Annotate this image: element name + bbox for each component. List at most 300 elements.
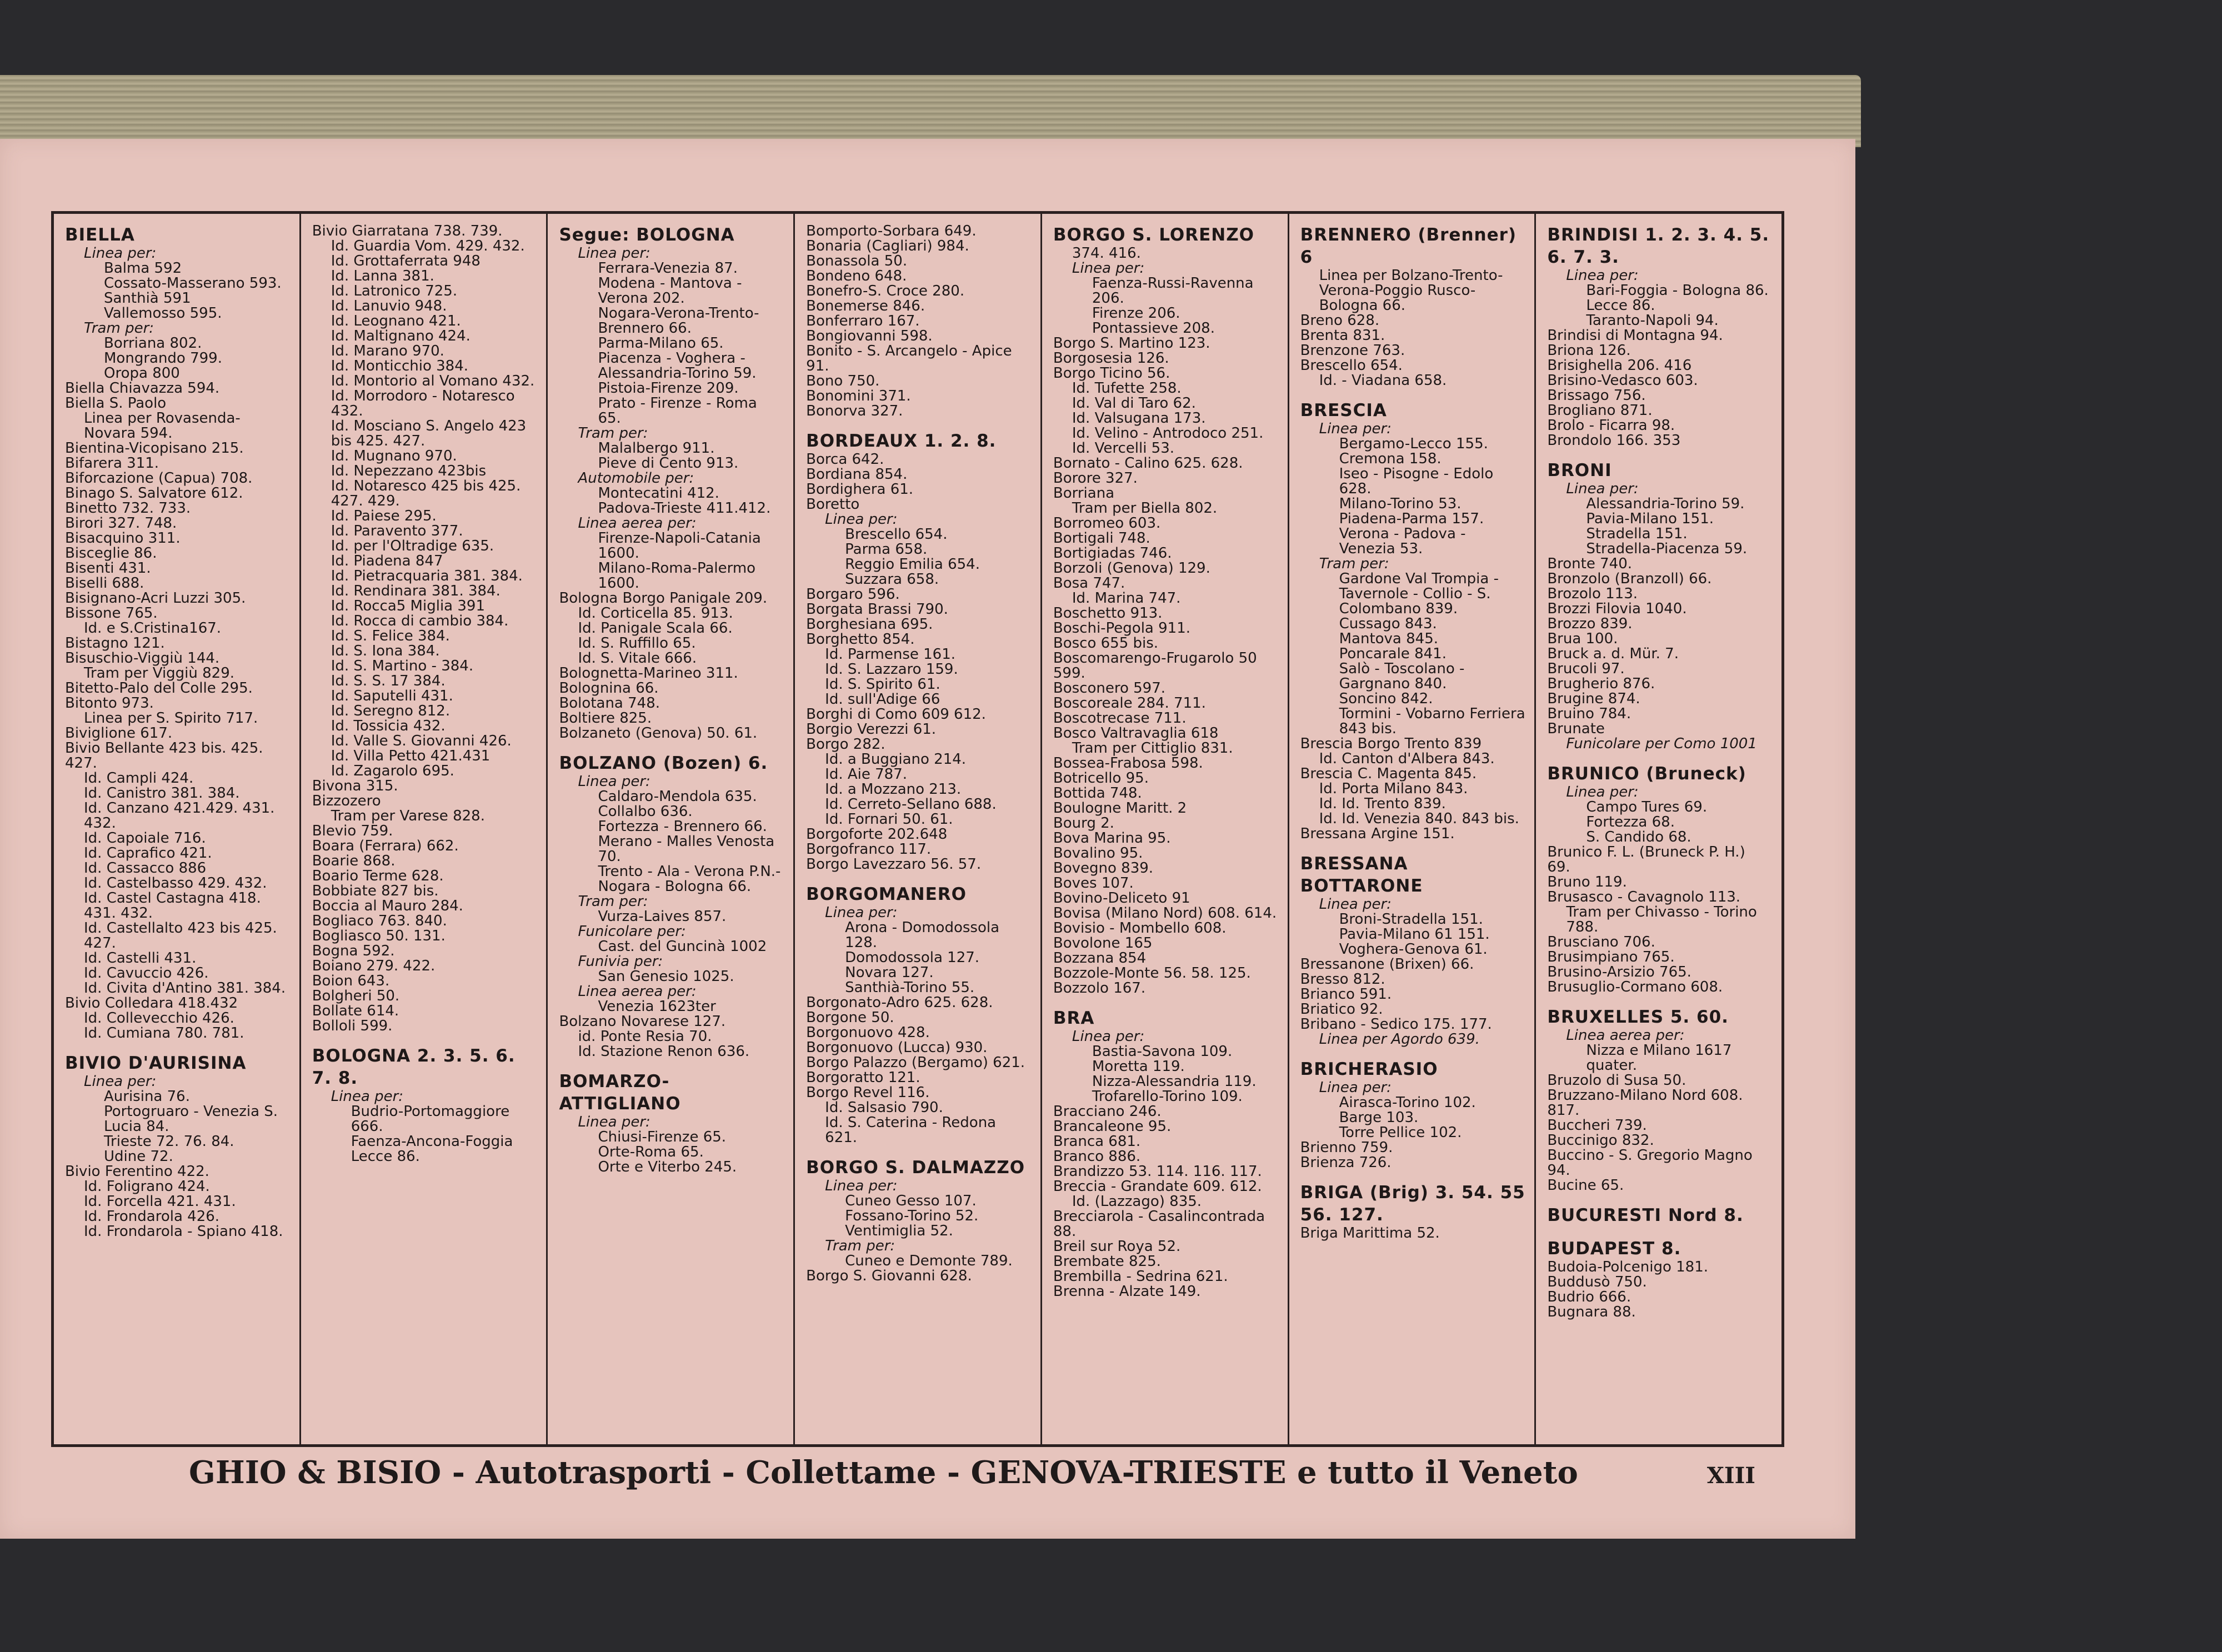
directory-entry: Bosco Valtravaglia 618 xyxy=(1053,725,1219,742)
directory-entry: Id. Paiese 295. xyxy=(331,508,437,524)
directory-entry: Pontassieve 208. xyxy=(1092,320,1215,337)
directory-entry: Borgone 50. xyxy=(806,1009,894,1026)
directory-entry: Bressanone (Brixen) 66. xyxy=(1300,956,1474,973)
directory-entry: Montecatini 412. xyxy=(598,485,719,502)
directory-entry: Id. Id. Venezia 840. 843 bis. xyxy=(1319,810,1519,827)
directory-entry: Id. Lanna 381. xyxy=(331,268,434,284)
directory-entry: Id. Canzano 421.429. 431. 432. xyxy=(84,800,279,832)
directory-entry: Id. Leognano 421. xyxy=(331,313,461,329)
directory-entry: Brissago 756. xyxy=(1547,387,1646,404)
directory-entry: Briatico 92. xyxy=(1300,1001,1383,1018)
directory-entry: Id. Collevecchio 426. xyxy=(84,1010,234,1027)
directory-entry: Bosa 747. xyxy=(1053,575,1125,592)
directory-entry: Id. Aie 787. xyxy=(825,766,908,783)
directory-entry: Venezia 1623ter xyxy=(598,998,716,1015)
directory-entry: Faenza-Ancona-Foggia Lecce 86. xyxy=(351,1133,518,1165)
directory-entry: Id. Villa Petto 421.431 xyxy=(331,748,491,764)
directory-entry: Borgosesia 126. xyxy=(1053,350,1169,367)
directory-entry: Brusciano 706. xyxy=(1547,934,1655,950)
directory-entry: Id. Canistro 381. 384. xyxy=(84,785,240,802)
directory-entry: Id. Campli 424. xyxy=(84,770,194,787)
directory-entry: Broni-Stradella 151. xyxy=(1339,911,1483,928)
directory-entry: Funivia per: xyxy=(578,953,663,970)
column-3 xyxy=(548,214,795,1444)
directory-entry: Linea per: xyxy=(1319,420,1392,437)
section-heading: BORDEAUX 1. 2. 8. xyxy=(806,431,997,451)
directory-entry: Tormini - Vobarno Ferriera 843 bis. xyxy=(1339,705,1530,737)
directory-entry: Taranto-Napoli 94. xyxy=(1586,312,1719,329)
directory-entry: Id. Latronico 725. xyxy=(331,283,458,299)
directory-entry: Id. Marano 970. xyxy=(331,343,444,359)
directory-entry: Brandizzo 53. 114. 116. 117. xyxy=(1053,1163,1262,1180)
directory-entry: Id. Marina 747. xyxy=(1072,590,1181,607)
section-heading: BOLZANO (Bozen) 6. xyxy=(559,753,768,773)
directory-entry: Piacenza - Voghera - Alessandria-Torino 59. xyxy=(598,350,757,382)
directory-entry: Tram per Chivasso - Torino 788. xyxy=(1566,904,1762,935)
column-2 xyxy=(301,214,548,1444)
directory-entry: Id. Notaresco 425 bis 425. 427. 429. xyxy=(331,478,526,509)
directory-entry: Bolloli 599. xyxy=(312,1018,393,1034)
directory-entry: Cossato-Masserano 593. xyxy=(104,275,282,292)
directory-entry: Id. S. Vitale 666. xyxy=(578,650,697,667)
directory-entry: Bondeno 648. xyxy=(806,268,907,284)
directory-entry: Bovolone 165 xyxy=(1053,935,1153,952)
directory-entry: Id. Cerreto-Sellano 688. xyxy=(825,796,997,813)
directory-entry: Bruzzano-Milano Nord 608. 817. xyxy=(1547,1087,1748,1119)
directory-entry: Bistagno 121. xyxy=(65,635,165,652)
directory-entry: Boion 643. xyxy=(312,973,390,989)
directory-entry: Id. S. Felice 384. xyxy=(331,628,450,644)
directory-entry: Id. Porta Milano 843. xyxy=(1319,780,1468,797)
directory-entry: Id. Pietracquaria 381. 384. xyxy=(331,568,523,584)
directory-entry: Milano-Torino 53. xyxy=(1339,495,1462,512)
section-heading: BRIGA (Brig) 3. 54. 55 56. 127. xyxy=(1300,1183,1532,1225)
directory-entry: Brusino-Arsizio 765. xyxy=(1547,964,1691,980)
directory-entry: Birori 327. 748. xyxy=(65,515,177,532)
directory-entry: Brusasco - Cavagnolo 113. xyxy=(1547,889,1741,905)
directory-entry: Budrio 666. xyxy=(1547,1289,1632,1305)
directory-entry: Bolognina 66. xyxy=(559,680,659,697)
directory-frame xyxy=(51,211,1784,1447)
directory-entry: Borromeo 603. xyxy=(1053,515,1161,532)
directory-entry: Buccheri 739. xyxy=(1547,1117,1647,1134)
directory-entry: Linea per: xyxy=(84,1073,157,1090)
directory-entry: Bronte 740. xyxy=(1547,555,1632,572)
page-footer xyxy=(189,1454,1755,1491)
directory-entry: Branca 681. xyxy=(1053,1133,1141,1150)
section-heading: BORGOMANERO xyxy=(806,884,967,904)
directory-entry: Id. S. Spirito 61. xyxy=(825,676,940,693)
directory-entry: Tram per Biella 802. xyxy=(1072,500,1218,517)
directory-entry: Boiano 279. 422. xyxy=(312,958,436,974)
directory-entry: Borgata Brassi 790. xyxy=(806,601,948,618)
directory-entry: Biviglione 617. xyxy=(65,725,173,742)
directory-entry: Milano-Roma-Palermo 1600. xyxy=(598,560,760,592)
directory-entry: Id. Piadena 847 xyxy=(331,553,443,569)
directory-entry: Brenzone 763. xyxy=(1300,342,1405,359)
directory-entry: Boara (Ferrara) 662. xyxy=(312,838,459,854)
directory-entry: Bifarera 311. xyxy=(65,455,159,472)
directory-entry: Borzoli (Genova) 129. xyxy=(1053,560,1210,577)
directory-entry: Id. S. Lazzaro 159. xyxy=(825,661,958,678)
directory-entry: Id. S. Caterina - Redona 621. xyxy=(825,1114,1001,1146)
directory-entry: Id. Seregno 812. xyxy=(331,703,451,719)
directory-entry: Biselli 688. xyxy=(65,575,144,592)
directory-entry: Id. Castel Castagna 418. 431. 432. xyxy=(84,890,266,922)
directory-entry: Domodossola 127. xyxy=(845,949,980,966)
directory-entry: Nogara-Verona-Trento-Brennero 66. xyxy=(598,305,759,337)
directory-entry: Torre Pellice 102. xyxy=(1339,1124,1462,1141)
directory-entry: Bovalino 95. xyxy=(1053,845,1143,862)
directory-entry: Trofarello-Torino 109. xyxy=(1092,1088,1243,1105)
directory-entry: Modena - Mantova - Verona 202. xyxy=(598,275,747,307)
directory-entry: Borgoratto 121. xyxy=(806,1069,920,1086)
section-heading: BRA xyxy=(1053,1008,1095,1028)
directory-entry: Buddusò 750. xyxy=(1547,1274,1647,1290)
directory-entry: Boves 107. xyxy=(1053,875,1134,892)
directory-page xyxy=(0,139,1855,1539)
directory-entry: Bolzano Novarese 127. xyxy=(559,1013,726,1030)
directory-entry: Fortezza 68. xyxy=(1586,814,1675,830)
directory-entry: Id. Mugnano 970. xyxy=(331,448,457,464)
directory-entry: Borgo Palazzo (Bergamo) 621. xyxy=(806,1054,1025,1071)
directory-entry: Bovisa (Milano Nord) 608. 614. xyxy=(1053,905,1277,922)
directory-entry: Linea per Bolzano-Trento-Verona-Poggio Rusco-Bologna 66. xyxy=(1319,267,1503,314)
directory-entry: Linea per: xyxy=(825,511,898,528)
directory-entry: Borghetto 854. xyxy=(806,631,915,648)
directory-entry: Campo Tures 69. xyxy=(1586,799,1708,815)
directory-entry: Id. Castellalto 423 bis 425. 427. xyxy=(84,920,282,952)
directory-entry: Soncino 842. xyxy=(1339,690,1433,707)
directory-entry: Bovino-Deliceto 91 xyxy=(1053,890,1190,907)
directory-entry: Bosconero 597. xyxy=(1053,680,1166,697)
directory-entry: Bracciano 246. xyxy=(1053,1103,1162,1120)
directory-entry: Id. Castelbasso 429. 432. xyxy=(84,875,267,892)
column-5 xyxy=(1042,214,1289,1444)
directory-entry: Linea per: xyxy=(1566,480,1639,497)
directory-entry: Linea aerea per: xyxy=(578,515,697,532)
directory-entry: Brianco 591. xyxy=(1300,986,1392,1003)
directory-entry: S. Candido 68. xyxy=(1586,829,1691,845)
directory-entry: Collalbo 636. xyxy=(598,803,693,820)
directory-entry: Bronzolo (Branzoll) 66. xyxy=(1547,570,1712,587)
directory-entry: Bovisio - Mombello 608. xyxy=(1053,920,1227,937)
directory-entry: Id. Montorio al Vomano 432. xyxy=(331,373,535,389)
directory-entry: Id. (Lazzago) 835. xyxy=(1072,1193,1202,1210)
directory-entry: Brembate 825. xyxy=(1053,1253,1161,1270)
directory-entry: Bizzozero xyxy=(312,793,381,809)
directory-entry: Cussago 843. xyxy=(1339,615,1437,632)
directory-entry: Bruino 784. xyxy=(1547,705,1632,722)
directory-entry: Nizza-Alessandria 119. xyxy=(1092,1073,1257,1090)
directory-entry: Boscoreale 284. 711. xyxy=(1053,695,1206,712)
directory-entry: Biforcazione (Capua) 708. xyxy=(65,470,253,487)
directory-entry: Breil sur Roya 52. xyxy=(1053,1238,1181,1255)
directory-entry: Linea per: xyxy=(1319,896,1392,913)
directory-entry: Id. S. Ruffillo 65. xyxy=(578,635,696,652)
directory-entry: Bono 750. xyxy=(806,373,880,389)
directory-entry: Brescia Borgo Trento 839 xyxy=(1300,735,1482,752)
directory-entry: Brucoli 97. xyxy=(1547,660,1625,677)
directory-entry: Bornato - Calino 625. 628. xyxy=(1053,455,1243,472)
directory-entry: Borgo 282. xyxy=(806,736,885,753)
directory-entry: Firenze 206. xyxy=(1092,305,1180,322)
directory-entry: Buccino - S. Gregorio Magno 94. xyxy=(1547,1147,1758,1179)
directory-entry: Aurisina 76. xyxy=(104,1088,190,1105)
directory-entry: Bordighera 61. xyxy=(806,481,914,498)
directory-entry: Bucine 65. xyxy=(1547,1177,1624,1194)
directory-entry: Novara 127. xyxy=(845,964,934,981)
directory-entry: Borgoforte 202.648 xyxy=(806,826,948,843)
directory-entry: Brescello 654. xyxy=(845,526,948,543)
section-heading: BRICHERASIO xyxy=(1300,1059,1438,1079)
directory-entry: Bressana Argine 151. xyxy=(1300,825,1455,842)
directory-entry: Trieste 72. 76. 84. xyxy=(104,1133,234,1150)
directory-entry: Bordiana 854. xyxy=(806,466,908,483)
directory-entry: Bogliaco 763. 840. xyxy=(312,913,447,929)
directory-entry: Id. Id. Trento 839. xyxy=(1319,795,1446,812)
directory-entry: Linea per Agordo 639. xyxy=(1319,1031,1480,1048)
directory-entry: Voghera-Genova 61. xyxy=(1339,941,1488,958)
directory-entry: Id. Val di Taro 62. xyxy=(1072,395,1196,412)
directory-entry: Merano - Malles Venosta 70. xyxy=(598,833,779,865)
directory-entry: Linea per: xyxy=(578,773,650,790)
directory-entry: Brescia C. Magenta 845. xyxy=(1300,765,1477,782)
column-6 xyxy=(1289,214,1537,1444)
directory-entry: Boschetto 913. xyxy=(1053,605,1163,622)
directory-entry: Brugine 874. xyxy=(1547,690,1640,707)
directory-entry: Id. Guardia Vom. 429. 432. xyxy=(331,238,525,254)
directory-entry: Verona - Padova - Venezia 53. xyxy=(1339,525,1470,557)
directory-entry: Linea per: xyxy=(1566,784,1639,800)
directory-entry: Brunate xyxy=(1547,720,1605,737)
directory-entry: Linea per: xyxy=(578,245,650,262)
directory-entry: Borgo Ticino 56. xyxy=(1053,365,1170,382)
directory-entry: Orte e Viterbo 245. xyxy=(598,1159,737,1175)
directory-entry: Boario Terme 628. xyxy=(312,868,444,884)
directory-entry: Boarie 868. xyxy=(312,853,396,869)
directory-entry: Tram per: xyxy=(578,893,648,910)
directory-entry: Id. Forcella 421. 431. xyxy=(84,1193,236,1210)
directory-entry: Mantova 845. xyxy=(1339,630,1439,647)
directory-entry: Bolzaneto (Genova) 50. 61. xyxy=(559,725,758,742)
directory-entry: Bastia-Savona 109. xyxy=(1092,1043,1233,1060)
directory-entry: Brolo - Ficarra 98. xyxy=(1547,417,1675,434)
directory-entry: Borgofranco 117. xyxy=(806,841,932,858)
directory-entry: Linea aerea per: xyxy=(1566,1027,1685,1044)
directory-entry: Botricello 95. xyxy=(1053,770,1149,787)
directory-entry: Borgonato-Adro 625. 628. xyxy=(806,994,993,1011)
directory-entry: Linea per: xyxy=(1072,260,1145,277)
directory-entry: Mongrando 799. xyxy=(104,350,222,367)
directory-entry: Id. Monticchio 384. xyxy=(331,358,469,374)
directory-entry: Brugherio 876. xyxy=(1547,675,1655,692)
directory-entry: Linea per S. Spirito 717. xyxy=(84,710,258,727)
directory-entry: Pavia-Milano 151. xyxy=(1586,510,1714,527)
directory-entry: Bollate 614. xyxy=(312,1003,399,1019)
directory-entry: Borore 327. xyxy=(1053,470,1138,487)
section-heading: BRUNICO (Bruneck) xyxy=(1547,764,1746,784)
directory-entry: Bivio Ferentino 422. xyxy=(65,1163,209,1180)
directory-entry: Vallemosso 595. xyxy=(104,305,222,322)
directory-entry: Funicolare per: xyxy=(578,923,686,940)
directory-entry: Tram per: xyxy=(578,425,648,442)
directory-entry: Id. Canton d'Albera 843. xyxy=(1319,750,1495,767)
directory-entry: Bisignano-Acri Luzzi 305. xyxy=(65,590,246,607)
directory-entry: Pavia-Milano 61 151. xyxy=(1339,926,1490,943)
section-heading: BIELLA xyxy=(65,225,135,245)
directory-entry: Bugnara 88. xyxy=(1547,1304,1636,1320)
directory-entry: Borriana xyxy=(1053,485,1115,502)
directory-entry: Airasca-Torino 102. xyxy=(1339,1094,1476,1111)
directory-entry: Id. Velino - Antrodoco 251. xyxy=(1072,425,1264,442)
directory-entry: Id. Caprafico 421. xyxy=(84,845,212,862)
directory-entry: Briona 126. xyxy=(1547,342,1631,359)
directory-entry: Reggio Emilia 654. xyxy=(845,556,980,573)
directory-entry: Tram per Viggiù 829. xyxy=(84,665,235,682)
directory-entry: Borghi di Como 609 612. xyxy=(806,706,986,723)
directory-entry: Bruck a. d. Mür. 7. xyxy=(1547,645,1679,662)
directory-entry: Linea per: xyxy=(1319,1079,1392,1096)
directory-entry: Id. Parmense 161. xyxy=(825,646,956,663)
directory-entry: Trento - Ala - Verona P.N.-Nogara - Bologna 66. xyxy=(598,863,781,895)
directory-entry: Id. a Mozzano 213. xyxy=(825,781,962,798)
directory-entry: Bitetto-Palo del Colle 295. xyxy=(65,680,253,697)
directory-entry: Brua 100. xyxy=(1547,630,1618,647)
directory-entry: Bivio Colledara 418.432 xyxy=(65,995,238,1012)
section-heading: BRONI xyxy=(1547,460,1612,480)
directory-entry: Fossano-Torino 52. xyxy=(845,1208,979,1224)
directory-entry: Id. Zagarolo 695. xyxy=(331,763,454,779)
directory-entry: Tram per: xyxy=(84,320,154,337)
directory-entry: Breccia - Grandate 609. 612. xyxy=(1053,1178,1262,1195)
directory-entry: Boulogne Maritt. 2 xyxy=(1053,800,1187,817)
directory-entry: Cremona 158. xyxy=(1339,450,1442,467)
directory-entry: Id. S. S. 17 384. xyxy=(331,673,446,689)
directory-entry: Linea per: xyxy=(1566,267,1639,284)
directory-entry: Id. Foligrano 424. xyxy=(84,1178,210,1195)
section-heading: BRUXELLES 5. 60. xyxy=(1547,1007,1729,1027)
section-heading: BORGO S. DALMAZZO xyxy=(806,1158,1025,1178)
directory-entry: Tram per Varese 828. xyxy=(331,808,485,824)
directory-entry: Buccinigo 832. xyxy=(1547,1132,1654,1149)
directory-entry: Bozzolo 167. xyxy=(1053,980,1146,997)
section-heading: BUDAPEST 8. xyxy=(1547,1239,1681,1259)
directory-entry: Binetto 732. 733. xyxy=(65,500,191,517)
directory-entry: Bitonto 973. xyxy=(65,695,154,712)
directory-entry: Gardone Val Trompia - Tavernole - Collio - S. Colombano 839. xyxy=(1339,570,1504,617)
directory-entry: Bruno 119. xyxy=(1547,874,1627,890)
directory-entry: Id. Panigale Scala 66. xyxy=(578,620,733,637)
directory-entry: Id. Mosciano S. Angelo 423 bis 425. 427. xyxy=(331,418,531,449)
directory-entry: Suzzara 658. xyxy=(845,571,939,588)
directory-entry: Malalbergo 911. xyxy=(598,440,715,457)
directory-entry: Id. per l'Oltradige 635. xyxy=(331,538,494,554)
directory-entry: Bisacquino 311. xyxy=(65,530,181,547)
directory-entry: Boltiere 825. xyxy=(559,710,652,727)
directory-entry: Bozzana 854 xyxy=(1053,950,1147,967)
page-edge-stack xyxy=(0,75,1861,147)
directory-entry: Bonassola 50. xyxy=(806,253,908,269)
directory-entry: Borghesiana 695. xyxy=(806,616,933,633)
directory-entry: Linea per: xyxy=(825,1178,898,1194)
directory-entry: Biella Chiavazza 594. xyxy=(65,380,220,397)
directory-entry: Id. S. Iona 384. xyxy=(331,643,440,659)
directory-entry: Bolognetta-Marineo 311. xyxy=(559,665,738,682)
directory-entry: Funicolare per Como 1001 xyxy=(1566,735,1757,752)
directory-entry: Brozolo 113. xyxy=(1547,585,1638,602)
directory-entry: Bossea-Frabosa 598. xyxy=(1053,755,1203,772)
directory-entry: Caldaro-Mendola 635. xyxy=(598,788,757,805)
section-heading: BUCURESTI Nord 8. xyxy=(1547,1205,1744,1225)
directory-entry: Linea per Rovasenda-Novara 594. xyxy=(84,410,241,442)
column-7 xyxy=(1536,214,1781,1444)
directory-entry: Bonefro-S. Croce 280. xyxy=(806,283,965,299)
directory-entry: Boschi-Pegola 911. xyxy=(1053,620,1191,637)
directory-entry: Id. Civita d'Antino 381. 384. xyxy=(84,980,286,997)
section-heading: BOLOGNA 2. 3. 5. 6. 7. 8. xyxy=(312,1046,522,1088)
directory-entry: Brecciarola - Casalincontrada 88. xyxy=(1053,1208,1270,1240)
directory-entry: Id. Frondarola - Spiano 418. xyxy=(84,1223,283,1240)
directory-entry: Id. - Viadana 658. xyxy=(1319,372,1447,389)
section-heading: BRESCIA xyxy=(1300,401,1387,420)
directory-entry: Linea per: xyxy=(1072,1028,1145,1045)
directory-entry: Cuneo Gesso 107. xyxy=(845,1193,977,1209)
directory-entry: Bovegno 839. xyxy=(1053,860,1154,877)
directory-entry: Id. Saputelli 431. xyxy=(331,688,453,704)
directory-entry: Linea per: xyxy=(84,245,157,262)
directory-entry: Borgo Revel 116. xyxy=(806,1084,930,1101)
directory-entry: Bolgheri 50. xyxy=(312,988,400,1004)
directory-entry: Id. Castelli 431. xyxy=(84,950,197,967)
directory-entry: Tram per Cittiglio 831. xyxy=(1072,740,1233,757)
directory-entry: Bottida 748. xyxy=(1053,785,1142,802)
directory-entry: Cuneo e Demonte 789. xyxy=(845,1253,1013,1269)
directory-entry: Id. Cumiana 780. 781. xyxy=(84,1025,244,1042)
directory-entry: Budrio-Portomaggiore 666. xyxy=(351,1103,514,1135)
directory-entry: Binago S. Salvatore 612. xyxy=(65,485,243,502)
directory-entry: Bologna Borgo Panigale 209. xyxy=(559,590,768,607)
section-heading: BORGO S. LORENZO xyxy=(1053,225,1255,245)
directory-entry: Bozzole-Monte 56. 58. 125. xyxy=(1053,965,1251,982)
directory-entry: Firenze-Napoli-Catania 1600. xyxy=(598,530,766,562)
directory-entry: Bonorva 327. xyxy=(806,403,903,419)
directory-entry: Bobbiate 827 bis. xyxy=(312,883,439,899)
directory-entry: Bribano - Sedico 175. 177. xyxy=(1300,1016,1492,1033)
directory-entry: Bivio Bellante 423 bis. 425. 427. xyxy=(65,740,268,772)
directory-entry: Branco 886. xyxy=(1053,1148,1141,1165)
column-1 xyxy=(54,214,301,1444)
directory-entry: Fortezza - Brennero 66. xyxy=(598,818,767,835)
directory-entry: Brunico F. L. (Bruneck P. H.) 69. xyxy=(1547,844,1750,875)
directory-entry: Bonferraro 167. xyxy=(806,313,920,329)
directory-entry: Briga Marittima 52. xyxy=(1300,1225,1440,1241)
directory-entry: Bisenti 431. xyxy=(65,560,151,577)
section-heading: BOMARZO-ATTIGLIANO xyxy=(559,1072,681,1114)
directory-entry: Boscomarengo-Frugarolo 50 599. xyxy=(1053,650,1262,682)
directory-entry: Santhià 591 xyxy=(104,290,191,307)
directory-entry: Borgaro 596. xyxy=(806,586,900,603)
directory-entry: Id. Capoiale 716. xyxy=(84,830,206,847)
directory-entry: Brusimpiano 765. xyxy=(1547,949,1675,965)
directory-entry: Ventimiglia 52. xyxy=(845,1223,953,1239)
directory-entry: Blevio 759. xyxy=(312,823,393,839)
section-heading: BRINDISI 1. 2. 3. 4. 5. 6. 7. 3. xyxy=(1547,225,1776,267)
directory-entry: Borgonuovo (Lucca) 930. xyxy=(806,1039,988,1056)
directory-entry: Boccia al Mauro 284. xyxy=(312,898,463,914)
directory-entry: Parma 658. xyxy=(845,541,928,558)
directory-entry: Bari-Foggia - Bologna 86. xyxy=(1586,282,1769,299)
